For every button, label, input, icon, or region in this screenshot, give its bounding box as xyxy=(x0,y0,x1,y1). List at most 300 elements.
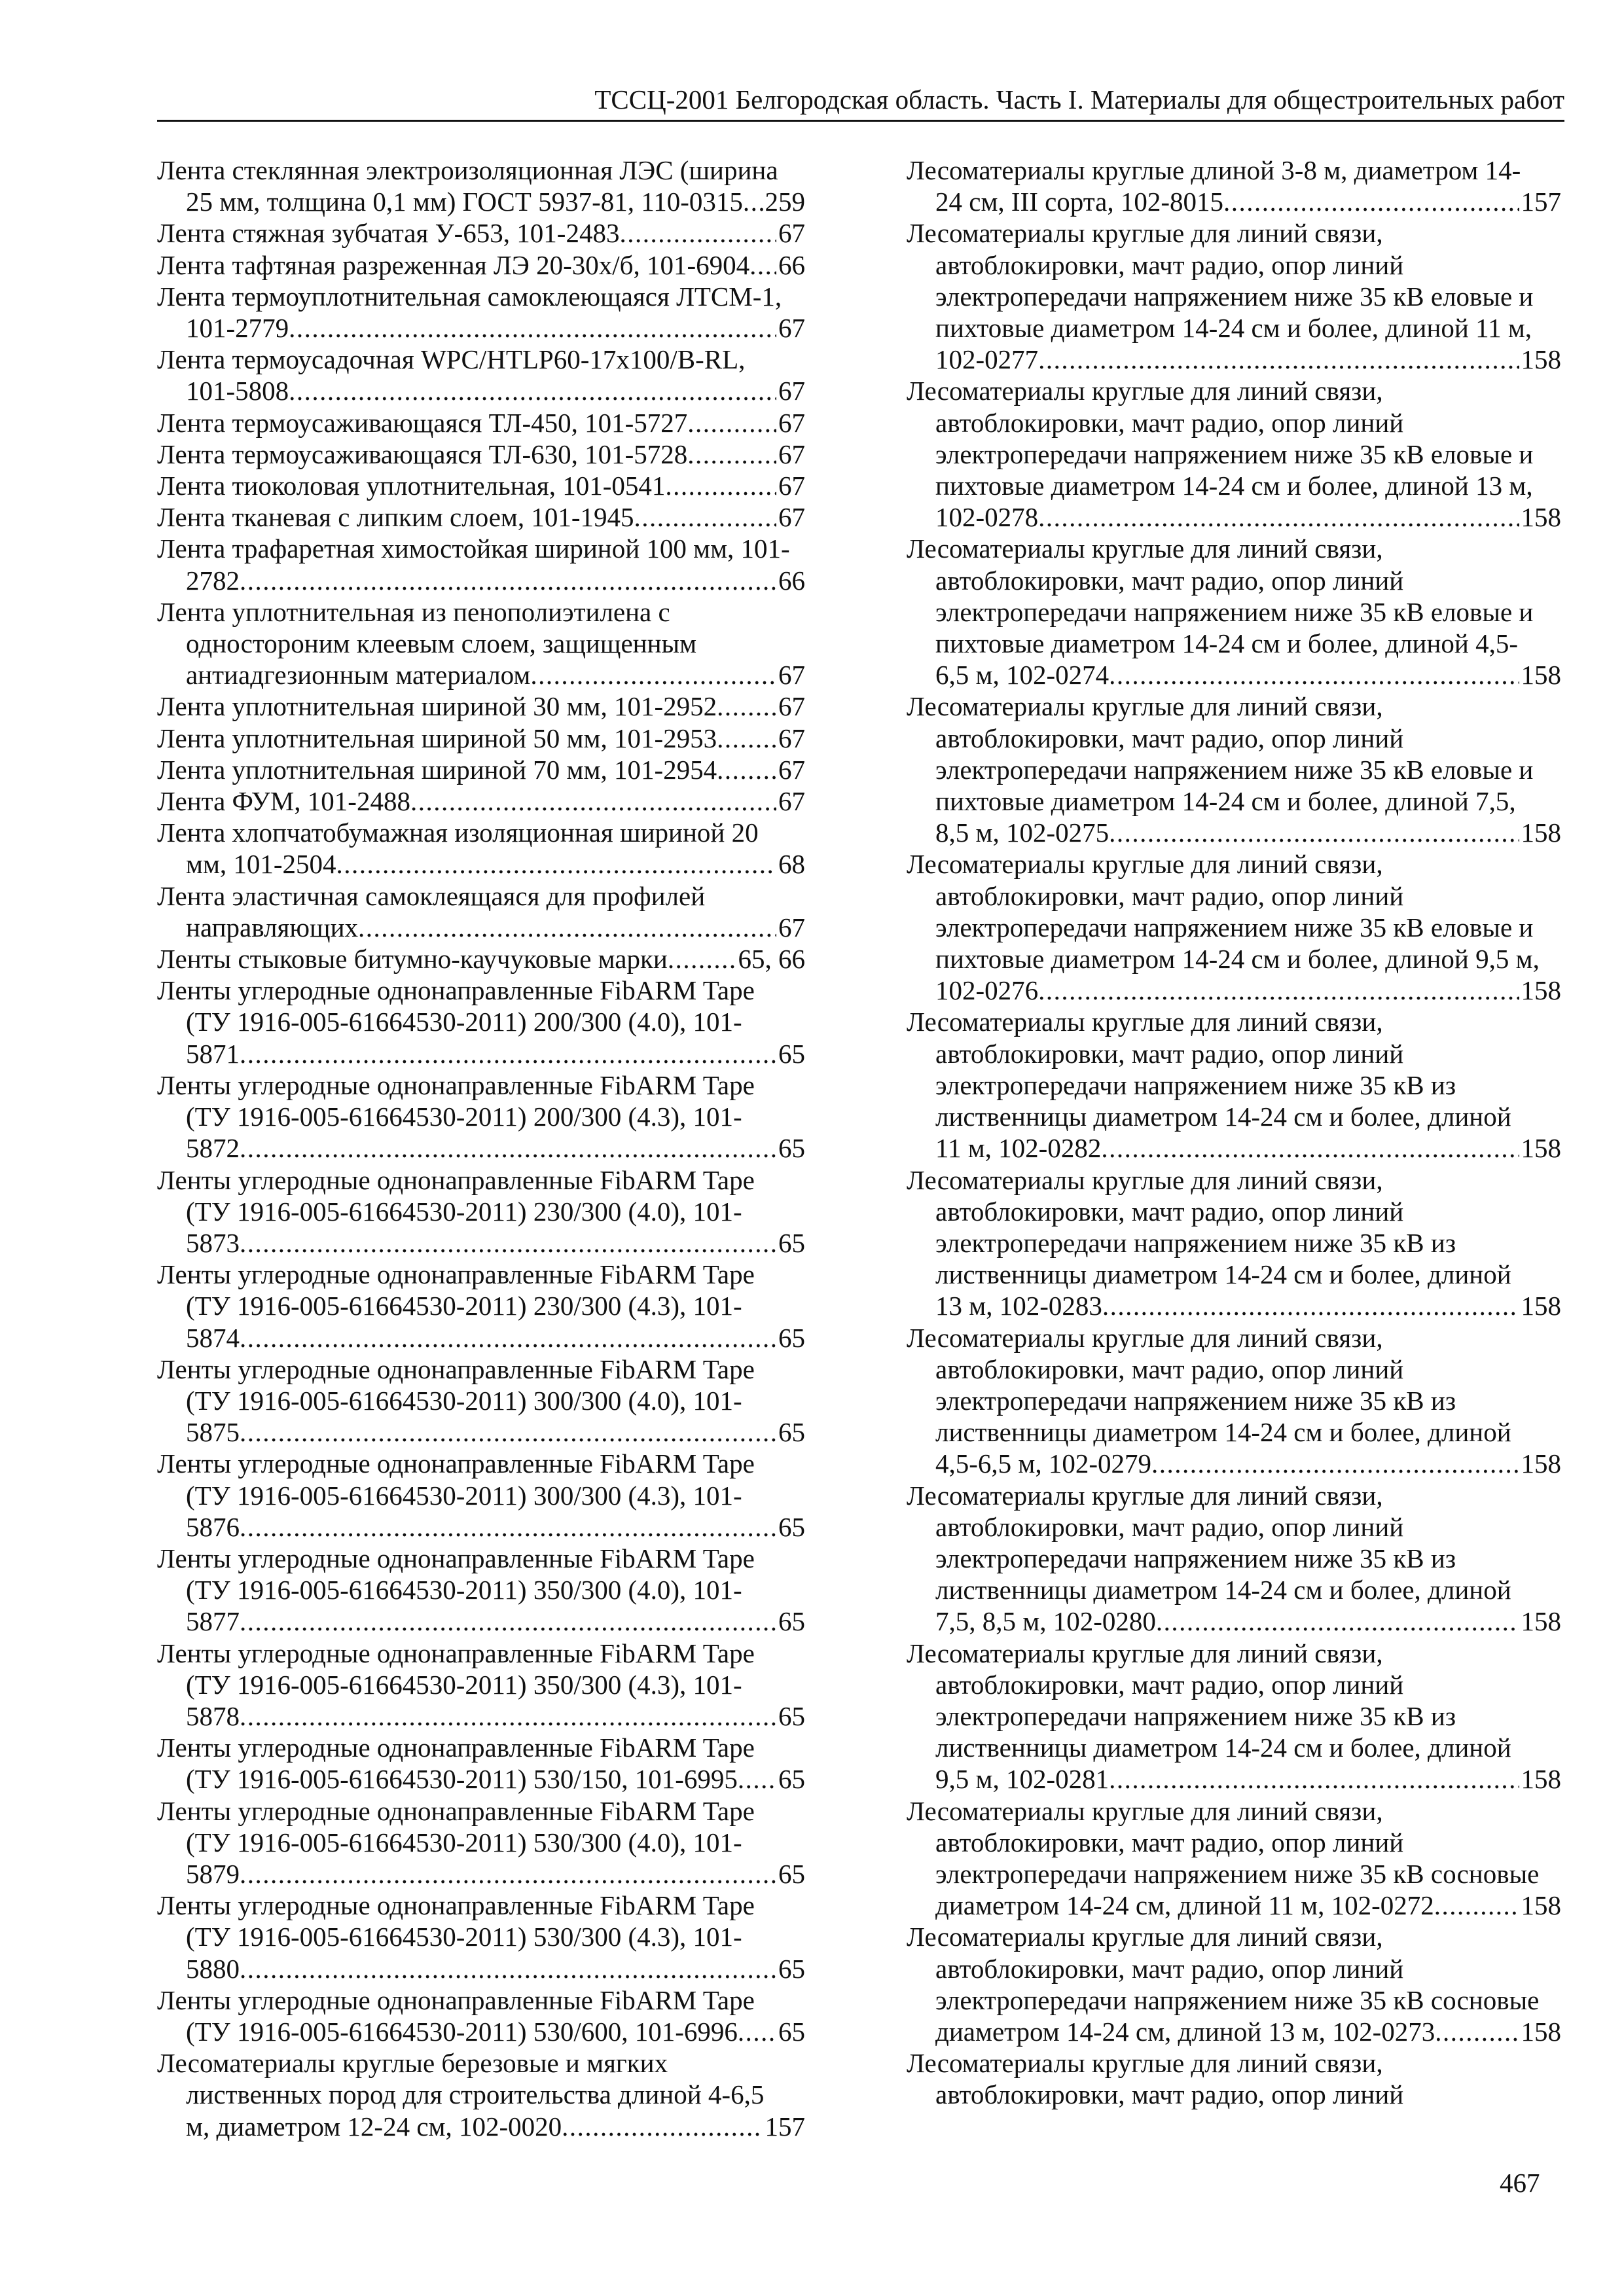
index-entry-text: 5877 xyxy=(186,1606,240,1637)
index-entry xyxy=(157,1069,805,1164)
index-entry-text: 24 см, III сорта, 102-8015 xyxy=(935,187,1224,217)
dot-leader xyxy=(687,439,776,470)
index-entry-line: Лесоматериалы круглые для линий связи, xyxy=(907,2048,1383,2079)
index-entry-line: электропередачи напряжением ниже 35 кВ из xyxy=(935,1385,1456,1416)
dot-leader xyxy=(738,2016,776,2047)
dot-leader xyxy=(1102,1290,1519,1321)
dot-leader xyxy=(1101,1132,1519,1164)
dot-leader xyxy=(289,312,776,344)
index-entry-leader-line xyxy=(907,1890,1561,1921)
index-entry-leader-line xyxy=(157,1132,805,1164)
index-entry xyxy=(157,154,805,217)
dot-leader xyxy=(717,691,776,722)
index-entry-leader-line xyxy=(157,1700,805,1732)
index-entry-line: лиственницы диаметром 14-24 см и более, длиной xyxy=(935,1102,1511,1132)
index-entry-text: 8,5 м, 102-0275 xyxy=(935,817,1110,848)
index-entry-leader-line xyxy=(157,375,805,406)
index-page-ref: 157 xyxy=(1521,187,1561,217)
dot-leader xyxy=(743,186,763,217)
index-page-ref: 65 xyxy=(778,1227,805,1258)
index-entry xyxy=(157,754,805,785)
index-entry-text: направляющих xyxy=(186,912,359,942)
dot-leader xyxy=(749,249,776,281)
index-entry-line: (ТУ 1916-005-61664530-2011) 300/300 (4.0), 101- xyxy=(186,1385,742,1416)
dot-leader xyxy=(289,375,776,406)
index-entry-line: Лесоматериалы круглые для линий связи, xyxy=(907,1322,1383,1353)
index-entry-text: Лента термоусаживающаяся ТЛ-450, 101-5727 xyxy=(157,407,688,438)
index-entry-leader-line xyxy=(157,439,805,470)
index-entry xyxy=(157,1795,805,1890)
index-page-ref: 158 xyxy=(1521,817,1561,848)
header-rule xyxy=(157,120,1564,122)
index-page-ref: 65 xyxy=(778,1953,805,1984)
index-entry-line: автоблокировки, мачт радио, опор линий xyxy=(935,249,1404,280)
index-entry-text: Лента ФУМ, 101-2488 xyxy=(157,786,410,817)
index-entry-line: Ленты углеродные однонаправленные FibARM Tape xyxy=(157,1543,755,1573)
index-entry-line: Лесоматериалы круглые для линий связи, xyxy=(907,1638,1383,1668)
index-entry-text: 102-0277 xyxy=(935,344,1039,375)
dot-leader xyxy=(1223,186,1519,217)
index-entry-line: автоблокировки, мачт радио, опор линий xyxy=(935,1038,1404,1069)
index-entry-leader-line xyxy=(157,1858,805,1890)
index-entry-line: электропередачи напряжением ниже 35 кВ еловые и xyxy=(935,439,1534,469)
index-entry-line: (ТУ 1916-005-61664530-2011) 530/300 (4.3), 101- xyxy=(186,1922,742,1952)
index-entry-line: Лента термоуплотнительная самоклеющаяся ЛТСМ-1, xyxy=(157,281,782,312)
index-entry-leader-line xyxy=(157,785,805,817)
index-entry-line: (ТУ 1916-005-61664530-2011) 230/300 (4.3), 101- xyxy=(186,1291,742,1321)
dot-leader xyxy=(619,217,776,249)
index-entry-text: 7,5, 8,5 м, 102-0280 xyxy=(935,1606,1156,1637)
index-entry-text: 5872 xyxy=(186,1133,240,1164)
dot-leader xyxy=(240,1511,776,1543)
dot-leader xyxy=(530,659,776,691)
index-entry-text: 5871 xyxy=(186,1038,240,1069)
index-entry-leader-line xyxy=(157,1416,805,1448)
index-page-ref: 158 xyxy=(1521,1890,1561,1921)
index-page-ref: 65 xyxy=(778,1038,805,1069)
index-entry-leader-line xyxy=(157,723,805,754)
dot-leader xyxy=(410,785,776,817)
dot-leader xyxy=(336,848,776,880)
index-entry-text: 5875 xyxy=(186,1417,240,1448)
index-entry-line: (ТУ 1916-005-61664530-2011) 230/300 (4.0), 101- xyxy=(186,1196,742,1227)
index-entry-leader-line xyxy=(157,565,805,596)
dot-leader xyxy=(1434,1890,1519,1921)
index-entry-leader-line xyxy=(907,1763,1561,1795)
index-entry-leader-line xyxy=(157,912,805,943)
index-entry xyxy=(907,1638,1561,1795)
dot-leader xyxy=(687,407,776,439)
index-page-ref: 67 xyxy=(778,754,805,785)
index-page-ref: 158 xyxy=(1521,975,1561,1006)
index-entry-text: 13 м, 102-0283 xyxy=(935,1291,1102,1321)
index-page-ref: 67 xyxy=(778,407,805,438)
index-entry-line: (ТУ 1916-005-61664530-2011) 300/300 (4.3), 101- xyxy=(186,1480,742,1511)
dot-leader xyxy=(240,1132,776,1164)
index-entry-text: 5879 xyxy=(186,1858,240,1889)
index-entry-leader-line xyxy=(157,754,805,785)
index-entry xyxy=(907,154,1561,217)
index-entry xyxy=(157,880,805,943)
index-entry xyxy=(157,1354,805,1448)
index-page-ref: 67 xyxy=(778,439,805,469)
index-entry-line: Ленты углеродные однонаправленные FibARM Tape xyxy=(157,1984,755,2015)
index-entry xyxy=(907,1164,1561,1322)
index-page-ref: 67 xyxy=(778,786,805,817)
index-entry xyxy=(157,1259,805,1354)
index-entry-line: Ленты углеродные однонаправленные FibARM Tape xyxy=(157,1732,755,1763)
index-entry-line: электропередачи напряжением ниже 35 кВ из xyxy=(935,1543,1456,1573)
index-page-ref: 259 xyxy=(765,187,805,217)
index-entry-line: лиственницы диаметром 14-24 см и более, длиной xyxy=(935,1732,1511,1763)
index-page-ref: 65 xyxy=(778,1511,805,1542)
index-entry-leader-line xyxy=(907,817,1561,848)
index-entry-line: автоблокировки, мачт радио, опор линий xyxy=(935,723,1404,753)
index-entry xyxy=(157,2047,805,2142)
index-entry-leader-line xyxy=(157,312,805,344)
index-entry xyxy=(157,1890,805,1984)
index-entry-leader-line xyxy=(907,344,1561,375)
index-entry-line: Ленты углеродные однонаправленные FibARM Tape xyxy=(157,1354,755,1384)
index-page-ref: 158 xyxy=(1521,660,1561,691)
index-entry-line: автоблокировки, мачт радио, опор линий xyxy=(935,2079,1404,2110)
index-entry xyxy=(157,249,805,281)
index-entry-line: электропередачи напряжением ниже 35 кВ из xyxy=(935,1069,1456,1100)
dot-leader xyxy=(240,1416,776,1448)
index-page-ref: 158 xyxy=(1521,502,1561,533)
index-entry-leader-line xyxy=(157,186,805,217)
index-entry xyxy=(157,470,805,501)
index-entry-leader-line xyxy=(157,943,805,975)
index-entry-line: одностороним клеевым слоем, защищенным xyxy=(186,628,697,659)
index-entry xyxy=(907,533,1561,691)
index-entry xyxy=(907,2047,1561,2110)
index-entry-leader-line xyxy=(157,2016,805,2047)
index-entry-line: Ленты углеродные однонаправленные FibARM Tape xyxy=(157,1069,755,1100)
index-entry-leader-line xyxy=(907,659,1561,691)
index-entry-leader-line xyxy=(157,2111,805,2142)
index-entry-line: Ленты углеродные однонаправленные FibARM Tape xyxy=(157,1164,755,1195)
index-entry xyxy=(157,407,805,439)
index-entry-line: электропередачи напряжением ниже 35 кВ еловые и xyxy=(935,281,1534,312)
index-entry xyxy=(907,691,1561,848)
index-entry-leader-line xyxy=(157,1763,805,1795)
index-page-ref: 65 xyxy=(778,2016,805,2047)
index-entry-line: электропередачи напряжением ниже 35 кВ еловые и xyxy=(935,596,1534,627)
index-entry-line: электропередачи напряжением ниже 35 кВ сосновые xyxy=(935,1984,1540,2015)
index-entry xyxy=(157,596,805,691)
index-entry-line: лиственницы диаметром 14-24 см и более, длиной xyxy=(935,1417,1511,1448)
index-entry xyxy=(907,1795,1561,1922)
index-entry-leader-line xyxy=(157,217,805,249)
index-entry-line: автоблокировки, мачт радио, опор линий xyxy=(935,1196,1404,1227)
index-page-ref: 158 xyxy=(1521,1291,1561,1321)
dot-leader xyxy=(240,1322,776,1354)
dot-leader xyxy=(668,943,736,975)
index-page-ref: 67 xyxy=(778,376,805,406)
index-entry-line: Лесоматериалы круглые для линий связи, xyxy=(907,691,1383,722)
index-entry-leader-line xyxy=(157,501,805,533)
index-entry-leader-line xyxy=(907,501,1561,533)
index-entry xyxy=(907,217,1561,375)
index-entry-line: Лесоматериалы круглые для линий связи, xyxy=(907,218,1383,249)
index-entry-text: Лента термоусаживающаяся ТЛ-630, 101-5728 xyxy=(157,439,688,469)
index-entry-line: пихтовые диаметром 14-24 см и более, длиной 4,5- xyxy=(935,628,1519,659)
index-entry-line: пихтовые диаметром 14-24 см и более, длиной 11 м, xyxy=(935,313,1532,344)
dot-leader xyxy=(1151,1448,1519,1479)
index-entry-text: Лента тиоколовая уплотнительная, 101-0541 xyxy=(157,471,666,501)
index-entry xyxy=(907,848,1561,1006)
index-page-ref: 67 xyxy=(778,218,805,249)
index-entry-text: м, диаметром 12-24 см, 102-0020 xyxy=(186,2111,562,2142)
index-entry-leader-line xyxy=(907,1605,1561,1637)
index-entry-line: автоблокировки, мачт радио, опор линий xyxy=(935,407,1404,438)
index-entry-leader-line xyxy=(157,1038,805,1069)
index-entry-line: (ТУ 1916-005-61664530-2011) 200/300 (4.3), 101- xyxy=(186,1102,742,1132)
index-page-ref: 67 xyxy=(778,723,805,753)
index-entry-line: (ТУ 1916-005-61664530-2011) 200/300 (4.0), 101- xyxy=(186,1007,742,1037)
index-entry xyxy=(907,1480,1561,1638)
index-entry-line: автоблокировки, мачт радио, опор линий xyxy=(935,565,1404,596)
index-page-ref: 158 xyxy=(1521,2016,1561,2047)
index-entry xyxy=(157,1448,805,1543)
index-entry-text: 5873 xyxy=(186,1227,240,1258)
dot-leader xyxy=(358,912,776,943)
index-entry-text: (ТУ 1916-005-61664530-2011) 530/600, 101-6996 xyxy=(186,2016,738,2047)
dot-leader xyxy=(1038,501,1519,533)
index-page-ref: 67 xyxy=(778,912,805,942)
index-entry-text: 101-2779 xyxy=(186,313,289,344)
index-entry-line: автоблокировки, мачт радио, опор линий xyxy=(935,1953,1404,1984)
index-entry xyxy=(157,691,805,722)
index-entry-leader-line xyxy=(157,1605,805,1637)
index-entry xyxy=(157,943,805,975)
index-entry-line: Ленты углеродные однонаправленные FibARM Tape xyxy=(157,1638,755,1668)
index-entry xyxy=(157,1638,805,1732)
dot-leader xyxy=(1435,2016,1519,2047)
index-page-ref: 67 xyxy=(778,313,805,344)
index-page-ref: 66 xyxy=(778,565,805,596)
index-entry-line: пихтовые диаметром 14-24 см и более, длиной 7,5, xyxy=(935,786,1516,817)
index-page-ref: 67 xyxy=(778,471,805,501)
index-entry-text: 101-5808 xyxy=(186,376,289,406)
page-number: 467 xyxy=(1500,2168,1540,2198)
index-entry-line: Ленты углеродные однонаправленные FibARM Tape xyxy=(157,1448,755,1479)
index-entry-line: Лента эластичная самоклеящаяся для профилей xyxy=(157,880,706,911)
index-entry-leader-line xyxy=(157,1953,805,1984)
index-entry-line: пихтовые диаметром 14-24 см и более, длиной 13 м, xyxy=(935,471,1533,501)
index-entry-text: 4,5-6,5 м, 102-0279 xyxy=(935,1448,1152,1479)
index-entry-leader-line xyxy=(907,1132,1561,1164)
index-entry-leader-line xyxy=(157,848,805,880)
index-entry xyxy=(157,439,805,470)
index-page-ref: 65 xyxy=(778,1858,805,1889)
dot-leader xyxy=(240,1700,776,1732)
index-page-ref: 65 xyxy=(778,1417,805,1448)
index-entry-text: диаметром 14-24 см, длиной 11 м, 102-0272 xyxy=(935,1890,1434,1921)
index-entry xyxy=(157,344,805,406)
index-page-ref: 67 xyxy=(778,691,805,722)
index-entry-line: лиственницы диаметром 14-24 см и более, длиной xyxy=(935,1259,1511,1290)
index-entry xyxy=(157,785,805,817)
index-entry-text: диаметром 14-24 см, длиной 13 м, 102-0273 xyxy=(935,2016,1435,2047)
index-entry xyxy=(907,1921,1561,2047)
index-page-ref: 65, 66 xyxy=(738,944,805,975)
index-page-ref: 158 xyxy=(1521,1764,1561,1795)
index-entry-line: автоблокировки, мачт радио, опор линий xyxy=(935,880,1404,911)
index-entry-line: Ленты углеродные однонаправленные FibARM Tape xyxy=(157,1259,755,1290)
index-entry-line: Ленты углеродные однонаправленные FibARM Tape xyxy=(157,1890,755,1921)
index-entry xyxy=(907,375,1561,533)
dot-leader xyxy=(240,1038,776,1069)
index-entry-line: (ТУ 1916-005-61664530-2011) 350/300 (4.3), 101- xyxy=(186,1669,742,1700)
index-entry-leader-line xyxy=(157,1322,805,1354)
index-entry-text: 102-0276 xyxy=(935,975,1039,1006)
index-page-ref: 65 xyxy=(778,1606,805,1637)
index-entry-line: Лесоматериалы круглые для линий связи, xyxy=(907,1795,1383,1826)
dot-leader xyxy=(1038,975,1519,1006)
index-entry-leader-line xyxy=(907,975,1561,1006)
index-entry-text: Лента стяжная зубчатая У-653, 101-2483 xyxy=(157,218,620,249)
index-entry-leader-line xyxy=(157,659,805,691)
index-entry-text: 25 мм, толщина 0,1 мм) ГОСТ 5937-81, 110-0315 xyxy=(186,187,743,217)
index-page-ref: 65 xyxy=(778,1700,805,1731)
index-entry-leader-line xyxy=(157,1511,805,1543)
index-entry-leader-line xyxy=(157,407,805,439)
dot-leader xyxy=(717,754,776,785)
dot-leader xyxy=(665,470,776,501)
index-entry-text: 5878 xyxy=(186,1700,240,1731)
index-entry-leader-line xyxy=(157,470,805,501)
index-entry-line: Лесоматериалы круглые длиной 3-8 м, диаметром 14- xyxy=(907,155,1521,185)
index-entry-leader-line xyxy=(157,249,805,281)
index-entry-text: Ленты стыковые битумно-каучуковые марки xyxy=(157,944,668,975)
dot-leader xyxy=(717,723,776,754)
index-entry-leader-line xyxy=(907,2016,1561,2047)
index-entry-line: Лесоматериалы круглые для линий связи, xyxy=(907,1480,1383,1511)
dot-leader xyxy=(1109,1763,1519,1795)
index-entry-line: Лесоматериалы круглые березовые и мягких xyxy=(157,2048,668,2079)
dot-leader xyxy=(738,1763,776,1795)
index-entry-line: электропередачи напряжением ниже 35 кВ из xyxy=(935,1227,1456,1258)
index-entry-line: Лента уплотнительная из пенополиэтилена с xyxy=(157,596,670,627)
index-entry-line: лиственных пород для строительства длиной 4-6,5 xyxy=(186,2079,765,2110)
index-entry-line: Лесоматериалы круглые для линий связи, xyxy=(907,376,1383,406)
index-entry-line: Лесоматериалы круглые для линий связи, xyxy=(907,533,1383,564)
dot-leader xyxy=(240,565,776,596)
index-entry xyxy=(157,1164,805,1259)
index-entry-text: 11 м, 102-0282 xyxy=(935,1133,1102,1164)
dot-leader xyxy=(1109,817,1519,848)
index-entry-text: 9,5 м, 102-0281 xyxy=(935,1764,1110,1795)
index-column-left xyxy=(157,154,805,2142)
index-entry-text: Лента уплотнительная шириной 50 мм, 101-2953 xyxy=(157,723,717,753)
index-entry-text: 102-0278 xyxy=(935,502,1039,533)
index-entry xyxy=(157,533,805,596)
dot-leader xyxy=(1038,344,1519,375)
index-entry-leader-line xyxy=(157,1227,805,1259)
dot-leader xyxy=(240,1858,776,1890)
index-entry-line: автоблокировки, мачт радио, опор линий xyxy=(935,1669,1404,1700)
index-entry-leader-line xyxy=(907,1290,1561,1321)
index-entry xyxy=(157,723,805,754)
index-entry xyxy=(157,217,805,249)
index-entry-line: электропередачи напряжением ниже 35 кВ сосновые xyxy=(935,1858,1540,1889)
index-page-ref: 65 xyxy=(778,1322,805,1353)
index-entry-line: автоблокировки, мачт радио, опор линий xyxy=(935,1354,1404,1384)
index-entry-line: электропередачи напряжением ниже 35 кВ еловые и xyxy=(935,912,1534,942)
index-entry-line: Лента трафаретная химостойкая шириной 100 мм, 101- xyxy=(157,533,790,564)
index-entry xyxy=(157,975,805,1069)
index-entry xyxy=(157,281,805,344)
dot-leader xyxy=(1109,659,1519,691)
index-entry-line: Ленты углеродные однонаправленные FibARM Tape xyxy=(157,975,755,1006)
index-page-ref: 66 xyxy=(778,249,805,280)
index-entry-text: 2782 xyxy=(186,565,240,596)
index-entry-text: антиадгезионным материалом xyxy=(186,660,531,691)
index-entry-line: Лента термоусадочная WPC/HTLP60-17x100/B-RL, xyxy=(157,344,746,375)
index-page-ref: 67 xyxy=(778,660,805,691)
index-entry-text: 5874 xyxy=(186,1322,240,1353)
dot-leader xyxy=(634,501,776,533)
dot-leader xyxy=(1156,1605,1519,1637)
index-entry xyxy=(157,1984,805,2047)
index-page-ref: 158 xyxy=(1521,344,1561,375)
index-entry-line: (ТУ 1916-005-61664530-2011) 530/300 (4.0), 101- xyxy=(186,1827,742,1857)
index-entry-line: Лесоматериалы круглые для линий связи, xyxy=(907,849,1383,880)
index-entry-line: автоблокировки, мачт радио, опор линий xyxy=(935,1511,1404,1542)
index-entry xyxy=(907,1006,1561,1164)
dot-leader xyxy=(240,1605,776,1637)
index-entry-text: 5876 xyxy=(186,1511,240,1542)
index-page-ref: 65 xyxy=(778,1133,805,1164)
index-entry xyxy=(157,1732,805,1795)
index-entry-line: Лесоматериалы круглые для линий связи, xyxy=(907,1922,1383,1952)
index-entry-leader-line xyxy=(907,186,1561,217)
index-entry-line: Лесоматериалы круглые для линий связи, xyxy=(907,1164,1383,1195)
index-entry-text: Лента уплотнительная шириной 70 мм, 101-2954 xyxy=(157,754,717,785)
index-column-right xyxy=(907,154,1561,2111)
index-entry-text: (ТУ 1916-005-61664530-2011) 530/150, 101-6995 xyxy=(186,1764,738,1795)
dot-leader xyxy=(562,2111,763,2142)
index-entry-line: Лента хлопчатобумажная изоляционная шириной 20 xyxy=(157,817,759,848)
index-entry-leader-line xyxy=(907,1448,1561,1479)
index-entry-line: автоблокировки, мачт радио, опор линий xyxy=(935,1827,1404,1857)
index-page-ref: 157 xyxy=(765,2111,805,2142)
dot-leader xyxy=(240,1953,776,1984)
index-entry xyxy=(157,1543,805,1638)
index-entry-text: Лента тафтяная разреженная ЛЭ 20-30х/б, 101-6904 xyxy=(157,249,750,280)
running-header: ТССЦ-2001 Белгородская область. Часть I. Материалы для общестроительных работ xyxy=(594,84,1564,115)
index-entry-line: Ленты углеродные однонаправленные FibARM Tape xyxy=(157,1795,755,1826)
index-entry-leader-line xyxy=(157,691,805,722)
index-page-ref: 68 xyxy=(778,849,805,880)
index-entry-text: 6,5 м, 102-0274 xyxy=(935,660,1110,691)
index-entry-line: (ТУ 1916-005-61664530-2011) 350/300 (4.0), 101- xyxy=(186,1575,742,1605)
index-entry xyxy=(907,1322,1561,1480)
index-page-ref: 65 xyxy=(778,1764,805,1795)
index-entry-line: лиственницы диаметром 14-24 см и более, длиной xyxy=(935,1575,1511,1605)
index-entry-text: 5880 xyxy=(186,1953,240,1984)
index-entry-text: Лента тканевая с липким слоем, 101-1945 xyxy=(157,502,634,533)
index-page-ref: 67 xyxy=(778,502,805,533)
index-page-ref: 158 xyxy=(1521,1448,1561,1479)
index-entry-line: Лесоматериалы круглые для линий связи, xyxy=(907,1007,1383,1037)
index-entry-line: электропередачи напряжением ниже 35 кВ еловые и xyxy=(935,754,1534,785)
index-page-ref: 158 xyxy=(1521,1606,1561,1637)
index-entry-line: пихтовые диаметром 14-24 см и более, длиной 9,5 м, xyxy=(935,944,1540,975)
index-entry-text: мм, 101-2504 xyxy=(186,849,336,880)
